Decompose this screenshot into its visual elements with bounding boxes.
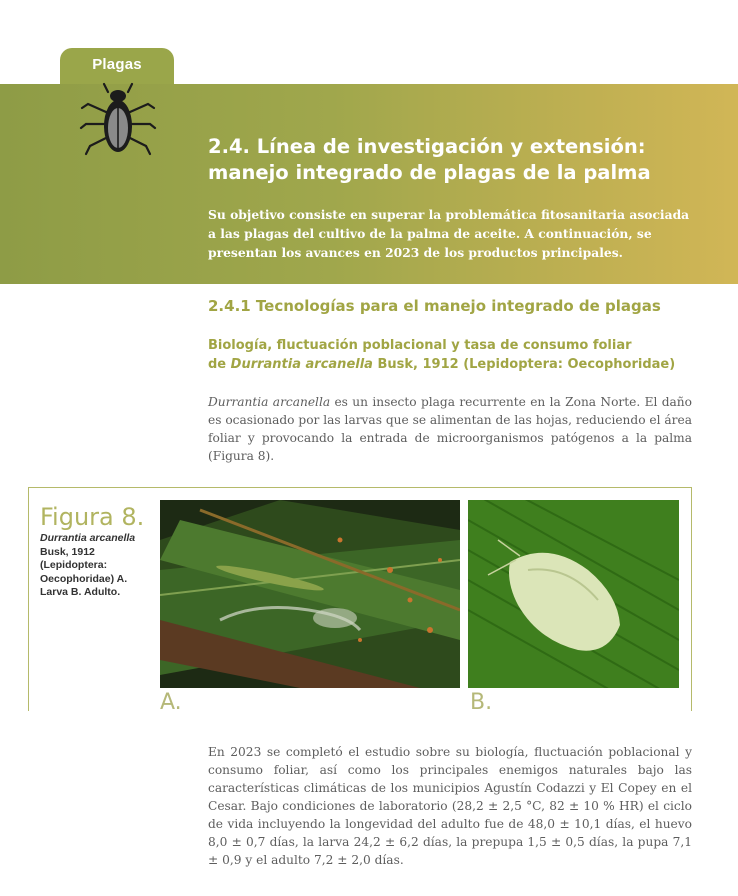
photo-adult: [468, 500, 679, 688]
section-tab: Plagas: [60, 48, 174, 88]
caption-species: Durrantia arcanella: [40, 532, 136, 544]
section-heading: [208, 134, 708, 186]
article-subtitle: [208, 336, 708, 374]
paragraph-1-text: es un insecto plaga recurrente en la Zona Norte. El daño es ocasionado por las larvas que se alimentan de las hojas, reduciendo el área foliar y provocando la entrada de microorganismos patógenos a la palma (Figura 8).: [208, 395, 692, 463]
subtitle-line-1: Biología, fluctuación poblacional y tasa de consumo foliar: [208, 338, 632, 353]
subsection-title: 2.4.1 Tecnologías para el manejo integrado de plagas: [208, 297, 661, 315]
caption-rest: Busk, 1912 (Lepidoptera: Oecophoridae) A. Larva B. Adulto.: [40, 545, 128, 598]
beetle-icon: [78, 82, 158, 158]
panel-label-a: A.: [160, 690, 182, 715]
paragraph-2: En 2023 se completó el estudio sobre su biología, fluctuación poblacional y consumo foliar, así como los principales enemigos naturales bajo las características climáticas de los municipios Agustín Codazzi y El Copey en el Cesar. Bajo condiciones de laboratorio (28,2 ± 2,5 °C, 82 ± 10 % HR) el ciclo de vida incluyendo la longevidad del adulto fue de 48,0 ± 10,1 días, el huevo 8,0 ± 0,7 días, la larva 24,2 ± 6,2 días, la prepupa 1,5 ± 0,5 días, la pupa 7,1 ± 0,9 y el adulto 7,2 ± 2,0 días.: [208, 745, 692, 867]
subtitle-species: Durrantia arcanella: [230, 357, 373, 372]
heading-line-2: manejo integrado de plagas de la palma: [208, 161, 651, 184]
figure-caption: [40, 532, 158, 600]
photo-larva: [160, 500, 460, 688]
subtitle-prefix: de: [208, 357, 231, 372]
intro-paragraph: Su objetivo consiste en superar la problemática fitosanitaria asociada a las plagas del cultivo de la palma de aceite. A continuación, se presentan los avances en 2023 de los productos principales.: [208, 207, 690, 260]
figure-label: Figura 8.: [40, 503, 145, 531]
paragraph-1: [208, 393, 692, 465]
paragraph-1-species: Durrantia arcanella: [208, 395, 331, 409]
panel-label-b: B.: [470, 690, 493, 715]
heading-line-1: 2.4. Línea de investigación y extensión:: [208, 135, 646, 158]
subtitle-line-2: [208, 355, 708, 374]
subtitle-suffix: Busk, 1912 (Lepidoptera: Oecophoridae): [372, 357, 676, 372]
